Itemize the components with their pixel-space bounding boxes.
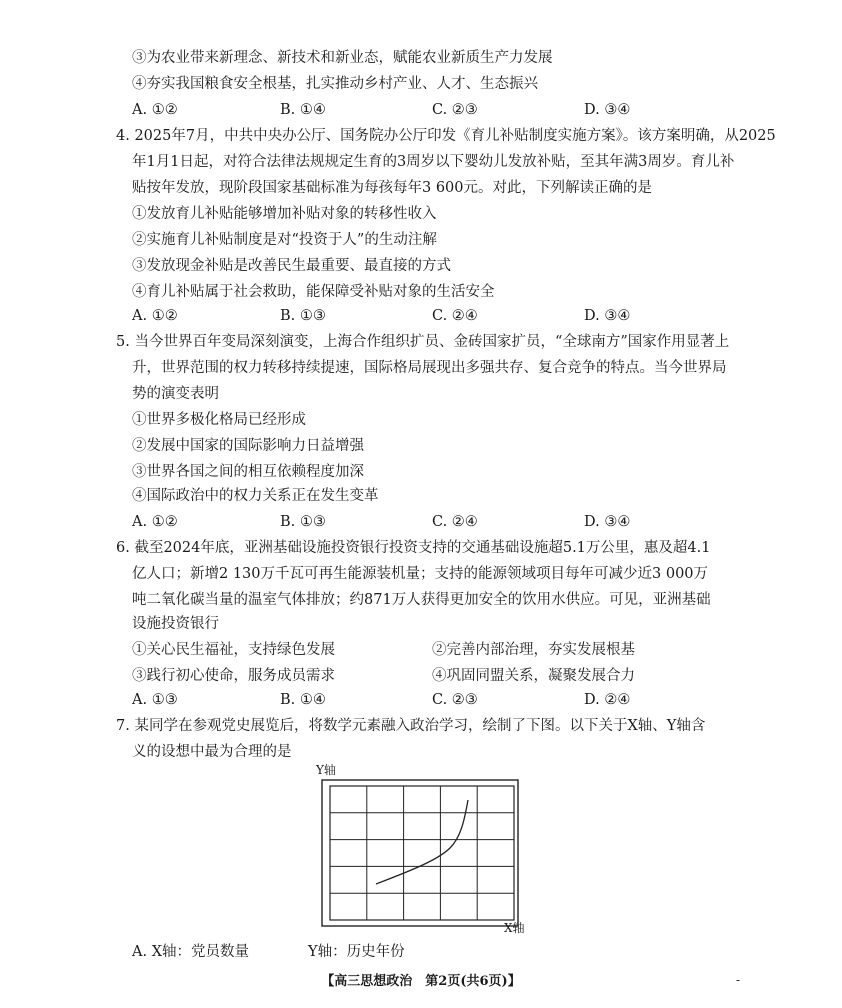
q5-item-2: ②发展中国家的国际影响力日益增强	[132, 438, 364, 454]
q5-item-3: ③世界各国之间的相互依赖程度加深	[132, 464, 364, 480]
q6-option-a[interactable]: A. ①③	[132, 692, 178, 708]
outer-frame	[322, 780, 518, 926]
q4-stem-line-2: 年1月1日起，对符合法律法规规定生育的3周岁以下婴幼儿发放补贴，至其年满3周岁。育儿补	[132, 154, 735, 170]
q5-stem-line-3: 势的演变表明	[132, 386, 219, 402]
q5-option-b[interactable]: B. ①③	[280, 514, 326, 530]
q3-option-d[interactable]: D. ③④	[584, 102, 631, 118]
q3-item-3: ③为农业带来新理念、新技术和新业态，赋能农业新质生产力发展	[132, 50, 553, 66]
q6-item-1: ①关心民生福祉，支持绿色发展	[132, 642, 335, 658]
grid-frame	[330, 786, 514, 920]
q4-option-b[interactable]: B. ①③	[280, 308, 326, 324]
q6-option-c[interactable]: C. ②③	[432, 692, 478, 708]
q6-stem-line-3: 吨二氧化碳当量的温室气体排放；约871万人获得更加安全的饮用水供应。可见，亚洲基础	[132, 592, 711, 608]
q5-option-a[interactable]: A. ①②	[132, 514, 178, 530]
x-axis-label: X轴	[504, 921, 525, 935]
q6-stem-line-1: 6. 截至2024年底，亚洲基础设施投资银行投资支持的交通基础设施超5.1万公里，惠及超4.1	[116, 540, 711, 556]
coordinate-grid-figure	[310, 763, 540, 938]
footer-mark: -	[736, 973, 741, 987]
q4-item-4: ④育儿补贴属于社会救助，能保障受补贴对象的生活安全	[132, 284, 495, 300]
q4-stem-line-3: 贴按年发放，现阶段国家基础标准为每孩每年3 600元。对此，下列解读正确的是	[132, 180, 653, 196]
q4-item-3: ③发放现金补贴是改善民生最重要、最直接的方式	[132, 258, 451, 274]
q4-option-d[interactable]: D. ③④	[584, 308, 631, 324]
q6-item-3: ③践行初心使命，服务成员需求	[132, 668, 335, 684]
q4-item-1: ①发放育儿补贴能够增加补贴对象的转移性收入	[132, 206, 437, 222]
q7-figure	[310, 763, 540, 938]
q5-item-1: ①世界多极化格局已经形成	[132, 412, 306, 428]
q5-stem-line-2: 升，世界范围的权力转移持续提速，国际格局展现出多强共存、复合竞争的特点。当今世界局	[132, 360, 727, 376]
q4-option-c[interactable]: C. ②④	[432, 308, 478, 324]
q5-option-d[interactable]: D. ③④	[584, 514, 631, 530]
q6-stem-line-2: 亿人口；新增2 130万千瓦可再生能源装机量；支持的能源领域项目每年可减少近3 000万	[132, 566, 709, 582]
q4-stem-line-1: 4. 2025年7月，中共中央办公厅、国务院办公厅印发《育儿补贴制度实施方案》。该方案明确，从2025	[116, 128, 776, 144]
q6-stem-line-4: 设施投资银行	[132, 616, 219, 632]
q3-option-c[interactable]: C. ②③	[432, 102, 478, 118]
q3-option-a[interactable]: A. ①②	[132, 102, 178, 118]
q5-item-4: ④国际政治中的权力关系正在发生变革	[132, 488, 379, 504]
page-footer: 【高三思想政治 第2页(共6页)】	[321, 974, 521, 989]
q5-option-c[interactable]: C. ②④	[432, 514, 478, 530]
q4-item-2: ②实施育儿补贴制度是对“投资于人”的生动注解	[132, 232, 437, 248]
q6-option-b[interactable]: B. ①④	[280, 692, 326, 708]
q7-option-a-x[interactable]: A. X轴：党员数量	[132, 944, 250, 960]
q7-option-a-y: Y轴：历史年份	[308, 944, 405, 960]
q3-option-b[interactable]: B. ①④	[280, 102, 326, 118]
q3-item-4: ④夯实我国粮食安全根基，扎实推动乡村产业、人才、生态振兴	[132, 76, 538, 92]
q4-option-a[interactable]: A. ①②	[132, 308, 178, 324]
q5-stem-line-1: 5. 当今世界百年变局深刻演变，上海合作组织扩员、金砖国家扩员，“全球南方”国家作用显著上	[116, 334, 730, 350]
q7-stem-line-2: 义的设想中最为合理的是	[132, 744, 292, 760]
q6-item-4: ④巩固同盟关系，凝聚发展合力	[432, 668, 635, 684]
q6-option-d[interactable]: D. ②④	[584, 692, 631, 708]
y-axis-label: Y轴	[316, 763, 336, 777]
q7-stem-line-1: 7. 某同学在参观党史展览后，将数学元素融入政治学习，绘制了下图。以下关于X轴、Y轴含	[116, 718, 706, 734]
q6-item-2: ②完善内部治理，夯实发展根基	[432, 642, 635, 658]
